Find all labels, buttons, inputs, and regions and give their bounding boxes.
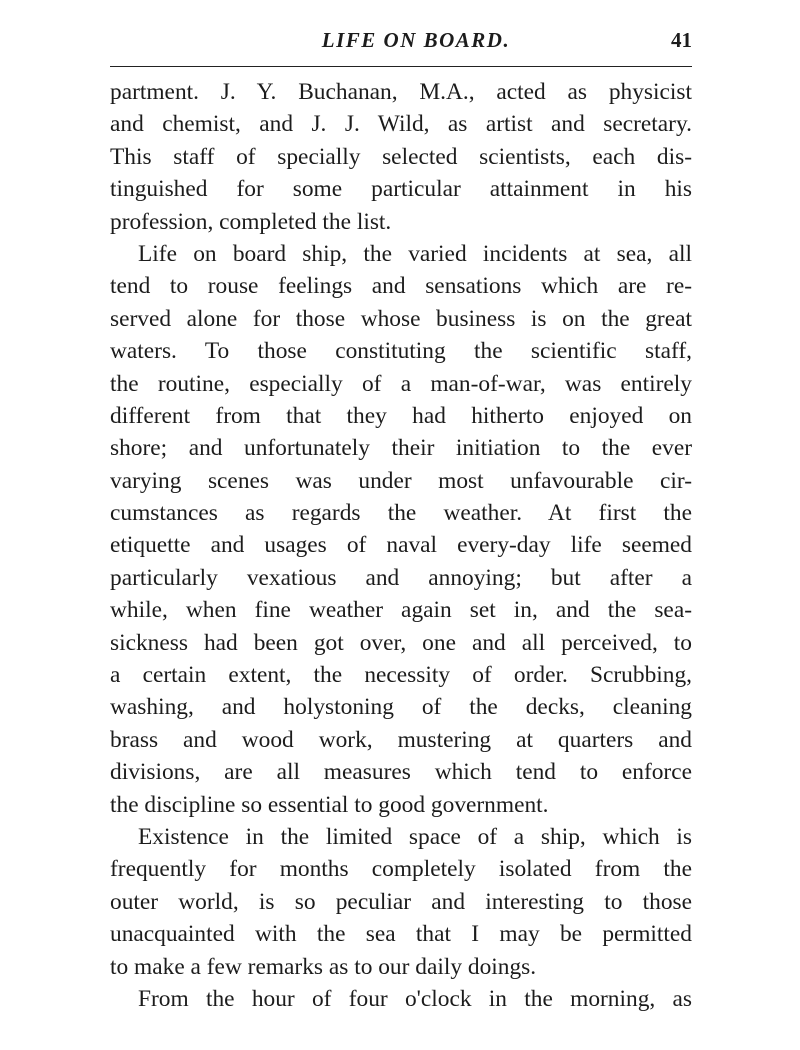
text-line: outer world, is so peculiar and interesting to those	[110, 888, 692, 915]
header-rule	[110, 66, 692, 67]
text-line: washing, and holystoning of the decks, cleaning	[110, 694, 692, 721]
text-line: served alone for those whose business is on the great	[110, 305, 692, 332]
text-line: sickness had been got over, one and all perceived, to	[110, 629, 692, 656]
text-line: divisions, are all measures which tend to enforce	[110, 759, 692, 786]
text-line: a certain extent, the necessity of order. Scrubbing,	[110, 662, 692, 689]
text-line: profession, completed the list.	[110, 208, 392, 235]
text-line: different from that they had hitherto enjoyed on	[110, 402, 692, 429]
text-line: partment. J. Y. Buchanan, M.A., acted as physicist	[110, 79, 692, 105]
running-head	[110, 28, 692, 58]
text-line: Existence in the limited space of a ship, which is	[138, 823, 692, 850]
text-line: waters. To those constituting the scientific staff,	[110, 338, 692, 365]
text-line: brass and wood work, mustering at quarters and	[110, 726, 692, 753]
text-line: tinguished for some particular attainment in his	[110, 176, 692, 203]
running-title: LIFE ON BOARD.	[321, 28, 511, 52]
text-line: the discipline so essential to good government.	[110, 791, 549, 818]
text-line: Life on board ship, the varied incidents at sea, all	[138, 240, 692, 267]
text-line: etiquette and usages of naval every-day life seemed	[110, 532, 692, 559]
text-line: to make a few remarks as to our daily doings.	[110, 953, 537, 980]
text-line: frequently for months completely isolated from the	[110, 856, 692, 883]
text-line: shore; and unfortunately their initiation to the ever	[110, 435, 692, 462]
text-line: This staff of specially selected scientists, each dis-	[110, 143, 692, 170]
text-line: while, when fine weather again set in, and the sea-	[110, 597, 692, 624]
body-text	[110, 76, 692, 1015]
text-line: tend to rouse feelings and sensations which are re-	[110, 273, 692, 300]
text-line: varying scenes was under most unfavourable cir-	[110, 467, 692, 494]
page-number: 41	[671, 28, 692, 52]
text-line: From the hour of four o'clock in the morning, as	[138, 985, 692, 1012]
text-line: and chemist, and J. J. Wild, as artist and secretary.	[110, 111, 692, 138]
text-line: unacquainted with the sea that I may be permitted	[110, 921, 692, 948]
text-line: the routine, especially of a man-of-war, was entirely	[110, 370, 692, 397]
text-line: particularly vexatious and annoying; but after a	[110, 564, 692, 591]
text-line: cumstances as regards the weather. At first the	[110, 500, 692, 527]
